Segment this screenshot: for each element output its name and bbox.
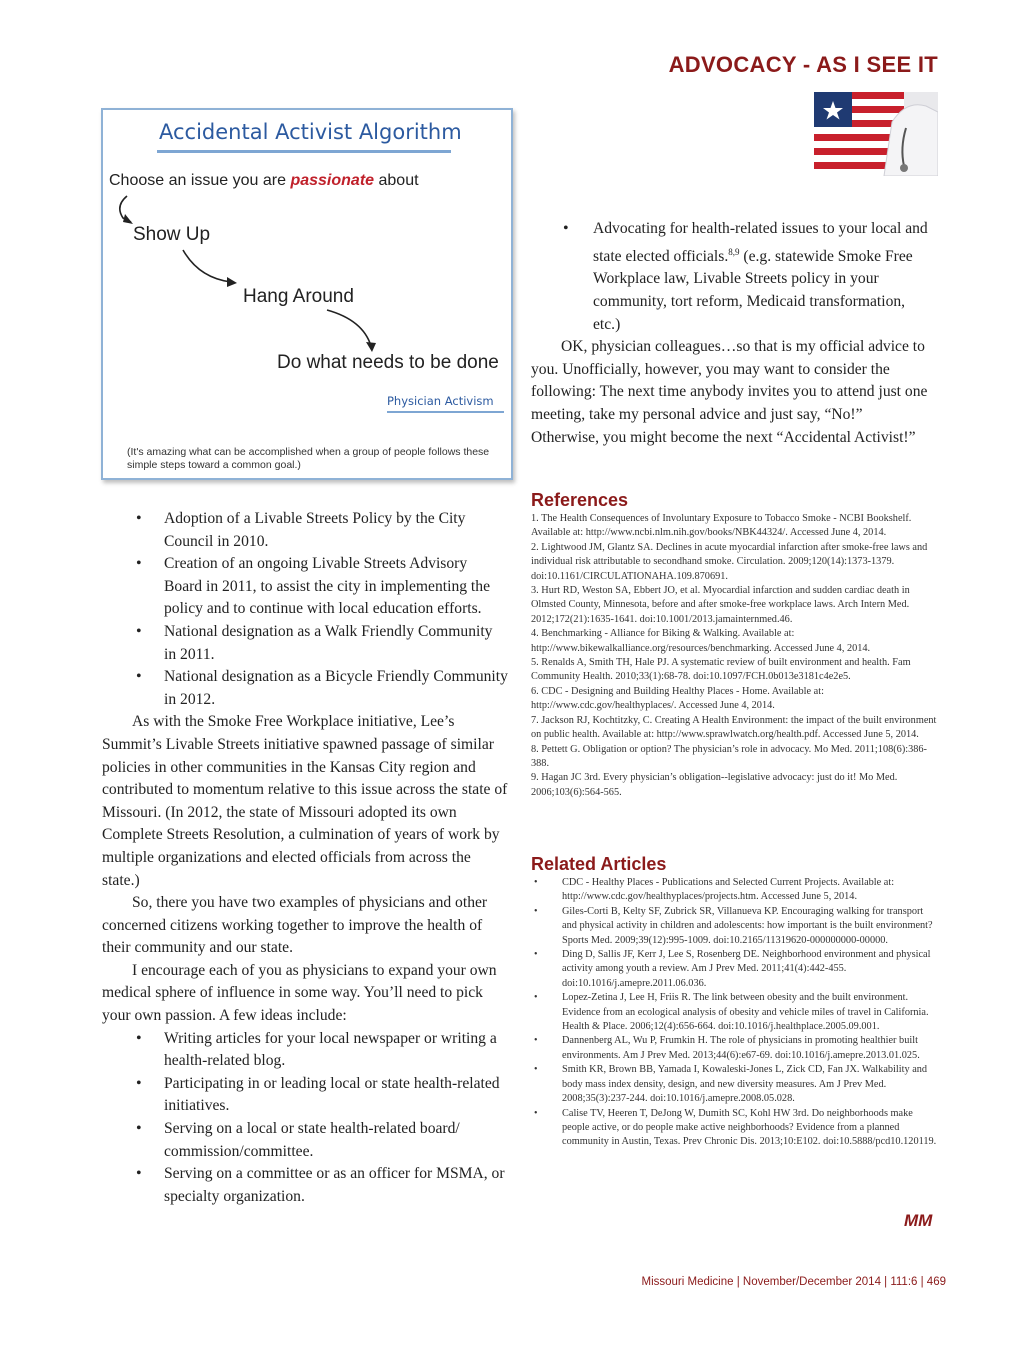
figure-title: Accidental Activist Algorithm (159, 120, 462, 144)
references-list (531, 512, 937, 800)
reference-item: 6. CDC - Designing and Building Healthy Places - Home. Available at: http://www.cdc.gov/healthyplaces/. Accessed June 4, 2014. (531, 685, 824, 712)
signature-underline (387, 411, 504, 413)
list-item: • Writing articles for your local newspaper or writing a health-related blog. (102, 1028, 508, 1073)
list-item: • Adoption of a Livable Streets Policy by the City Council in 2010. (102, 508, 508, 553)
related-item: • Dannenberg AL, Wu P, Frumkin H. The role of physicians in promoting healthier built environments. Am J Prev Med. 2013;44(6):e67-69. doi:10.1016/j.amepre.2013.01.025. (531, 1034, 937, 1063)
end-mark: MM (904, 1211, 933, 1230)
reference-item: 3. Hurt RD, Weston SA, Ebbert JO, et al. Myocardial infarction and sudden cardiac death in Olmsted County, Minnesota, before and after smoke-free workplace laws. Arch Intern Med. 2012;172(21):1635-1641. doi:10.1001/2013.jamainternmed.46. (531, 585, 910, 625)
reference-item: 8. Pettett G. Obligation or option? The physician’s role in advocacy. Mo Med. 2011;108(6):386-388. (531, 743, 927, 769)
related-item: • Lopez-Zetina J, Lee H, Friis R. The link between obesity and the built environment. Evidence from an ecological analysis of obesity and vehicle miles of travel in California. Health & Place. 2006;12(4):656-664. doi:10.1016/j.healthplace.2005.09.001. (531, 991, 937, 1034)
body-paragraph: OK, physician colleagues…so that is my official advice to you. Unofficially, however, you may want to consider the following: The next time anybody invites you to attend just one meeting, take my personal advice and just say, “No!” Otherwise, you might become the next “Accidental Activist!” (531, 338, 928, 446)
page-footer: Missouri Medicine | November/December 2014 | 111:6 | 469 (641, 1276, 946, 1288)
related-item: • Calise TV, Heeren T, DeJong W, Dumith SC, Kohl HW 3rd. Do neighborhoods make people active, or do people make active neighborhoods? Evidence from a planned community in Austin, Texas. Prev Chronic Dis. 2013;10:E102. doi:10.5888/pcd10.120119. (531, 1107, 937, 1150)
reference-item: 9. Hagan JC 3rd. Every physician’s obligation--legislative advocacy: just do it! Mo Med. 2006;103(6):564-565. (531, 772, 898, 798)
figure-title-underline (157, 150, 451, 153)
passionate-word: passionate (290, 172, 375, 189)
achievements-list (102, 508, 508, 711)
reference-item: 4. Benchmarking - Alliance for Biking & Walking. Available at: http://www.bikewalkalliance.org/resources/benchmarking. Accessed June 4, 2014. (531, 628, 871, 654)
references-heading: References (531, 490, 629, 510)
step-do-what-needed: Do what needs to be done (277, 352, 499, 373)
list-item: • Participating in or leading local or state health-related initiatives. (102, 1073, 508, 1118)
ideas-list (102, 1028, 508, 1209)
left-column (102, 508, 508, 1208)
related-articles-list (531, 876, 937, 1150)
related-articles-heading: Related Articles (531, 854, 667, 874)
reference-item: 1. The Health Consequences of Involuntary Exposure to Tobacco Smoke - NCBI Bookshelf. Available at: http://www.ncbi.nlm.nih.gov/books/NBK44324/. Accessed June 4, 2014. (531, 513, 912, 539)
flag-doctor-photo (814, 92, 938, 176)
related-item: • Ding D, Sallis JF, Kerr J, Lee S, Rosenberg DE. Neighborhood environment and physical activity among youth a review. Am J Prev Med. 2011;41(4):442-455. doi:10.1016/j.amepre.2011.06.036. (531, 948, 937, 991)
step-hang-around: Hang Around (243, 286, 354, 307)
related-item: • CDC - Healthy Places - Publications and Selected Current Projects. Available at: http://www.cdc.gov/healthyplaces/projects.htm. Accessed June 5, 2014. (531, 876, 937, 905)
figure-caption: (It's amazing what can be accomplished when a group of people follows these simple steps toward a common goal.) (127, 446, 490, 471)
advocacy-list (531, 218, 933, 336)
related-item: • Smith KR, Brown BB, Yamada I, Kowaleski-Jones L, Zick CD, Fan JX. Walkability and body mass index density, design, and new diversity measures. Am J Prev Med. 2008;35(3):237-244. doi:10.1016/j.amepre.2008.05.028. (531, 1063, 937, 1106)
step-show-up: Show Up (133, 224, 211, 245)
list-item: • Serving on a committee or as an officer for MSMA, or specialty organization. (102, 1163, 508, 1208)
list-item: • Creation of an ongoing Livable Streets Advisory Board in 2011, to assist the city in implementing the policy and to continue with local education efforts. (102, 553, 508, 621)
section-header-title: ADVOCACY - AS I SEE IT (668, 52, 938, 77)
algorithm-figure (101, 108, 513, 480)
list-item: • Advocating for health-related issues to your local and state elected officials.$^{8,9}$ (e.g. statewide Smoke Free Workplace law, Livable Streets policy in your community, tort reform, Medicaid transformation, etc.) (531, 218, 933, 336)
citation-superscript: 8,9 (728, 246, 740, 257)
related-item: • Giles-Corti B, Kelty SF, Zubrick SR, Villanueva KP. Encouraging walking for transport and physical activity in children and adolescents: how important is the built environment? Sports Med. 2009;39(12):995-1009. doi:10.2165/11319620-000000000-00000. (531, 905, 937, 948)
list-item: • National designation as a Walk Friendly Community in 2011. (102, 621, 508, 666)
body-paragraph: As with the Smoke Free Workplace initiative, Lee’s Summit’s Livable Streets initiative spawned passage of similar policies in other communities in the Kansas City region and contributed to momentum relative to this issue across the state of Missouri. (In 2012, the state of Missouri adopted its own Complete Streets Resolution, a culmination of years of work by multiple organizations and elected officials from across the state.) (102, 713, 508, 889)
reference-item: 2. Lightwood JM, Glantz SA. Declines in acute myocardial infarction after smoke-free laws and individual risk attributable to secondhand smoke. Circulation. 2009;120(14):1373-1379. doi:10.1161/CIRCULATIONAHA.109.870691. (531, 541, 928, 582)
right-column (531, 218, 933, 449)
figure-instruction: Choose an issue you are passionate about (109, 172, 419, 189)
body-paragraph: So, there you have two examples of physicians and other concerned citizens working together to improve the health of their community and our state. (102, 894, 488, 957)
list-item: • Serving on a local or state health-related board/ commission/committee. (102, 1118, 508, 1163)
figure-signature: Physician Activism (387, 394, 494, 408)
body-paragraph: I encourage each of you as physicians to expand your own medical sphere of influence in some way. You’ll need to pick your own passion. A few ideas include: (102, 961, 497, 1025)
reference-item: 7. Jackson RJ, Kochtitzky, C. Creating A Health Environment: the impact of the built environment on public health. Available at: http://www.sprawlwatch.org/health.pdf. Accessed June 5, 2014. (531, 714, 937, 741)
reference-item: 5. Renalds A, Smith TH, Hale PJ. A systematic review of built environment and health. Fam Community Health. 2010;33(1):68-78. doi:10.1097/FCH.0b013e3181c4e2e5. (531, 657, 911, 683)
list-item: • National designation as a Bicycle Friendly Community in 2012. (102, 666, 508, 711)
